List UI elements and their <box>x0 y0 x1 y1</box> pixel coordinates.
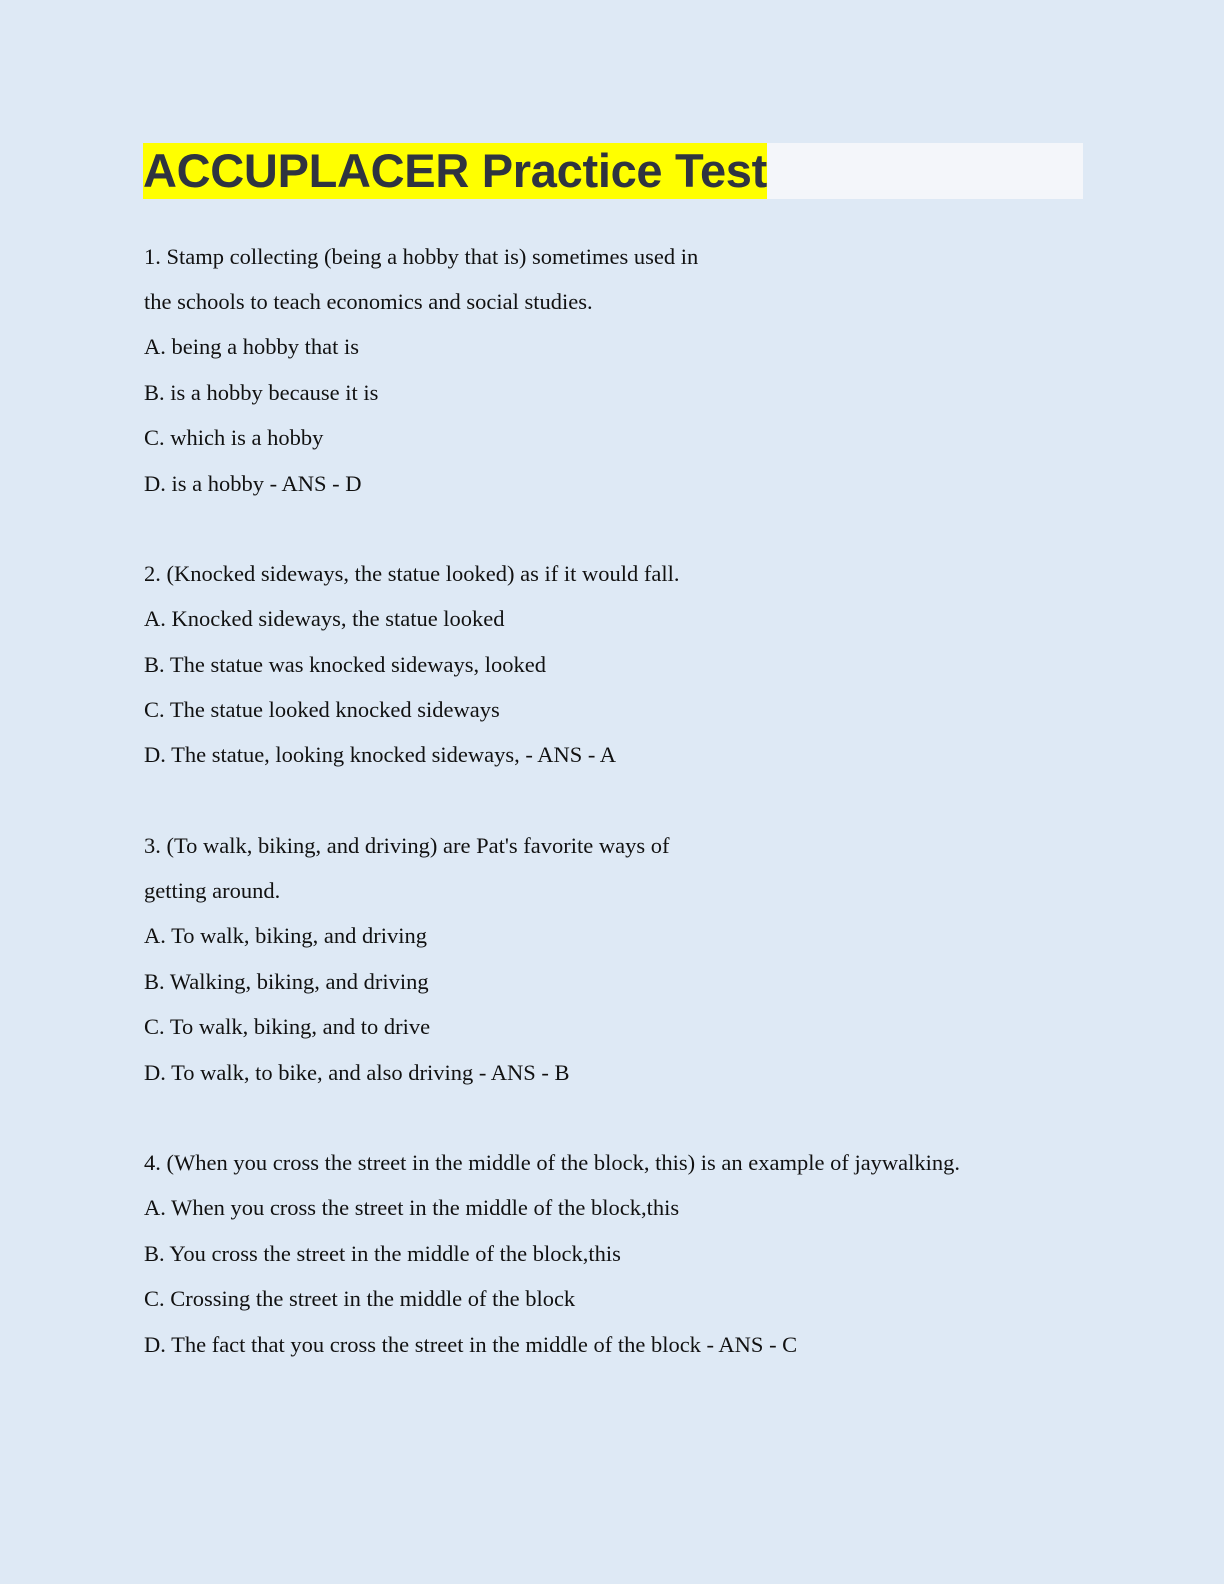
question-4-stem-line-1: 4. (When you cross the street in the middle of the block, this) is an example of jaywalking. <box>144 1150 961 1175</box>
question-3-option-a: A. To walk, biking, and driving <box>144 923 427 948</box>
question-3-stem-line-2: getting around. <box>144 878 281 903</box>
question-2-stem-line-1: 2. (Knocked sideways, the statue looked) as if it would fall. <box>144 561 680 586</box>
question-3-option-c: C. To walk, biking, and to drive <box>144 1014 431 1039</box>
question-4-option-a: A. When you cross the street in the middle of the block,this <box>144 1195 680 1220</box>
question-2-option-a: A. Knocked sideways, the statue looked <box>144 606 505 631</box>
question-3-option-d: D. To walk, to bike, and also driving - ANS - B <box>144 1060 570 1085</box>
question-4-option-d: D. The fact that you cross the street in the middle of the block - ANS - C <box>144 1332 798 1357</box>
question-4-option-b: B. You cross the street in the middle of the block,this <box>144 1241 621 1266</box>
question-3-option-b: B. Walking, biking, and driving <box>144 969 429 994</box>
page-title: ACCUPLACER Practice Test <box>143 144 767 197</box>
question-1-stem-line-1: 1. Stamp collecting (being a hobby that is) sometimes used in <box>144 244 699 269</box>
question-1-stem-line-2: the schools to teach economics and social studies. <box>144 289 593 314</box>
question-1-option-a: A. being a hobby that is <box>144 334 359 359</box>
question-1-option-c: C. which is a hobby <box>144 425 324 450</box>
question-3-stem-line-1: 3. (To walk, biking, and driving) are Pat's favorite ways of <box>144 833 670 858</box>
question-2-option-b: B. The statue was knocked sideways, looked <box>144 652 547 677</box>
question-1-option-d: D. is a hobby - ANS - D <box>144 471 362 496</box>
question-4-option-c: C. Crossing the street in the middle of the block <box>144 1286 576 1311</box>
question-2-option-d: D. The statue, looking knocked sideways, - ANS - A <box>144 742 617 767</box>
question-2-option-c: C. The statue looked knocked sideways <box>144 697 500 722</box>
question-1-option-b: B. is a hobby because it is <box>144 380 379 405</box>
